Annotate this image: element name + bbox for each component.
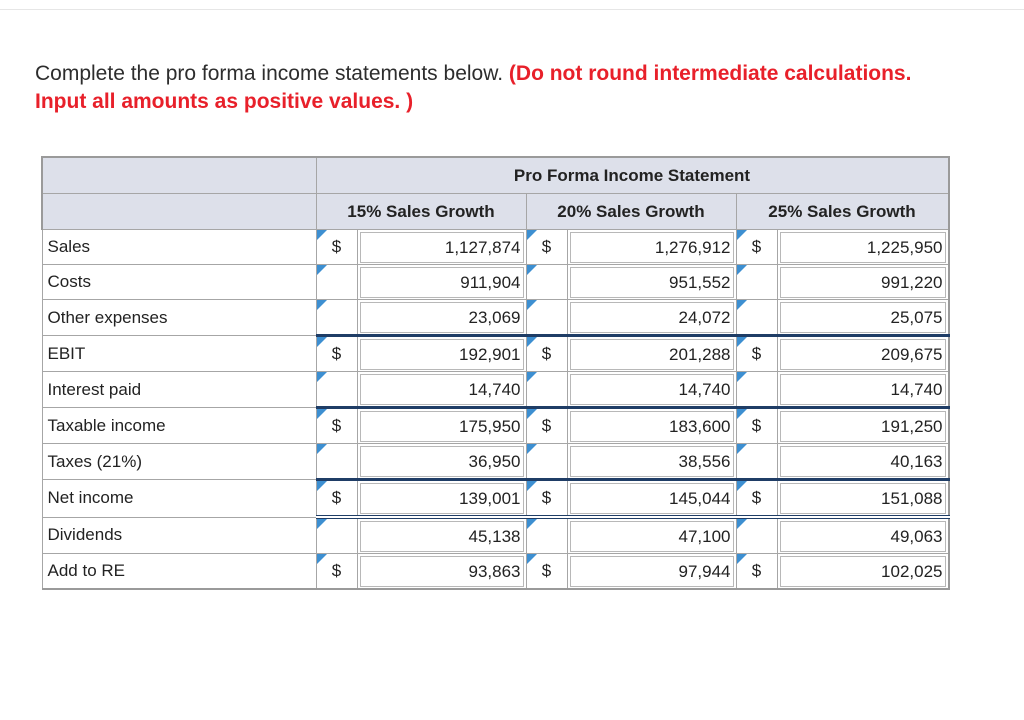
dollar-sign: $ xyxy=(331,416,342,435)
amount-cell xyxy=(777,517,949,554)
input-flag-icon xyxy=(317,372,327,382)
amount-input[interactable]: 991,220 xyxy=(780,267,946,298)
amount-cell xyxy=(777,408,949,444)
header-blank-2 xyxy=(42,194,316,230)
input-flag-icon xyxy=(527,337,537,347)
column-header-row xyxy=(42,194,949,230)
amount-cell xyxy=(777,300,949,336)
amount-input[interactable]: 1,276,912 xyxy=(570,232,734,263)
amount-cell xyxy=(567,265,736,300)
table-row xyxy=(42,372,949,408)
currency-cell xyxy=(526,517,567,554)
amount-input[interactable]: 145,044 xyxy=(570,483,734,514)
input-flag-icon xyxy=(737,444,747,454)
amount-cell xyxy=(777,480,949,518)
amount-input[interactable]: 183,600 xyxy=(570,411,734,442)
dollar-sign: $ xyxy=(751,561,762,580)
table-body xyxy=(42,230,949,590)
input-flag-icon xyxy=(317,481,327,491)
row-label: Net income xyxy=(42,480,316,518)
instructions-text: Complete the pro forma income statements below. xyxy=(35,62,504,85)
input-flag-icon xyxy=(737,554,747,564)
row-label: Taxable income xyxy=(42,408,316,444)
currency-cell xyxy=(526,230,567,265)
input-flag-icon xyxy=(317,337,327,347)
input-flag-icon xyxy=(527,481,537,491)
row-label: Interest paid xyxy=(42,372,316,408)
dollar-sign: $ xyxy=(541,237,552,256)
currency-cell xyxy=(736,554,777,590)
amount-cell xyxy=(567,230,736,265)
dollar-sign: $ xyxy=(331,344,342,363)
amount-cell xyxy=(777,444,949,480)
dollar-sign: $ xyxy=(751,488,762,507)
amount-cell xyxy=(777,554,949,590)
amount-input[interactable]: 151,088 xyxy=(780,483,946,514)
column-header-15: 15% Sales Growth xyxy=(316,194,526,230)
currency-cell xyxy=(736,444,777,480)
input-flag-icon xyxy=(737,372,747,382)
amount-input[interactable]: 192,901 xyxy=(360,339,524,370)
amount-cell xyxy=(357,265,526,300)
row-label: Sales xyxy=(42,230,316,265)
amount-input[interactable]: 49,063 xyxy=(780,521,946,552)
amount-input[interactable]: 951,552 xyxy=(570,267,734,298)
row-label: Dividends xyxy=(42,517,316,554)
currency-cell xyxy=(526,300,567,336)
currency-cell xyxy=(316,408,357,444)
input-flag-icon xyxy=(527,519,537,529)
currency-cell xyxy=(316,480,357,518)
table-row xyxy=(42,444,949,480)
input-flag-icon xyxy=(317,519,327,529)
table-row xyxy=(42,336,949,372)
currency-cell xyxy=(316,300,357,336)
input-flag-icon xyxy=(527,554,537,564)
dollar-sign: $ xyxy=(331,237,342,256)
table-row xyxy=(42,300,949,336)
currency-cell xyxy=(316,265,357,300)
amount-input[interactable]: 139,001 xyxy=(360,483,524,514)
amount-input[interactable]: 175,950 xyxy=(360,411,524,442)
input-flag-icon xyxy=(527,444,537,454)
currency-cell xyxy=(736,300,777,336)
amount-cell xyxy=(567,517,736,554)
dollar-sign: $ xyxy=(751,416,762,435)
table-row xyxy=(42,554,949,590)
instructions-warning: (Do not round intermediate calculations. Input all amounts as positive values. ) xyxy=(35,62,912,113)
amount-cell xyxy=(567,480,736,518)
amount-cell xyxy=(357,230,526,265)
currency-cell xyxy=(736,336,777,372)
amount-input[interactable]: 1,127,874 xyxy=(360,232,524,263)
amount-input[interactable]: 191,250 xyxy=(780,411,946,442)
amount-input[interactable]: 102,025 xyxy=(780,556,946,587)
row-label: Other expenses xyxy=(42,300,316,336)
amount-input[interactable]: 47,100 xyxy=(570,521,734,552)
row-label: Add to RE xyxy=(42,554,316,590)
column-header-20: 20% Sales Growth xyxy=(526,194,736,230)
amount-cell xyxy=(357,444,526,480)
amount-cell xyxy=(567,336,736,372)
amount-cell xyxy=(357,480,526,518)
input-flag-icon xyxy=(527,265,537,275)
currency-cell xyxy=(526,554,567,590)
instructions xyxy=(35,60,935,116)
input-flag-icon xyxy=(737,337,747,347)
input-flag-icon xyxy=(737,409,747,419)
amount-input[interactable]: 201,288 xyxy=(570,339,734,370)
amount-cell xyxy=(777,265,949,300)
column-header-25: 25% Sales Growth xyxy=(736,194,949,230)
amount-cell xyxy=(567,372,736,408)
input-flag-icon xyxy=(317,265,327,275)
currency-cell xyxy=(736,265,777,300)
table-row xyxy=(42,230,949,265)
currency-cell xyxy=(736,480,777,518)
amount-input[interactable]: 45,138 xyxy=(360,521,524,552)
amount-cell xyxy=(567,408,736,444)
amount-cell xyxy=(777,372,949,408)
input-flag-icon xyxy=(527,230,537,240)
dollar-sign: $ xyxy=(541,561,552,580)
amount-input[interactable]: 23,069 xyxy=(360,302,524,333)
input-flag-icon xyxy=(737,481,747,491)
dollar-sign: $ xyxy=(751,344,762,363)
amount-input[interactable]: 97,944 xyxy=(570,556,734,587)
amount-cell xyxy=(777,230,949,265)
table-row xyxy=(42,517,949,554)
header-blank xyxy=(42,157,316,194)
input-flag-icon xyxy=(737,265,747,275)
amount-cell xyxy=(357,372,526,408)
amount-cell xyxy=(357,408,526,444)
amount-input[interactable]: 24,072 xyxy=(570,302,734,333)
currency-cell xyxy=(526,336,567,372)
table-title-row xyxy=(42,157,949,194)
amount-cell xyxy=(567,554,736,590)
dollar-sign: $ xyxy=(541,488,552,507)
input-flag-icon xyxy=(317,444,327,454)
top-divider xyxy=(0,9,1024,10)
row-label: Taxes (21%) xyxy=(42,444,316,480)
table-row xyxy=(42,265,949,300)
dollar-sign: $ xyxy=(331,488,342,507)
currency-cell xyxy=(316,230,357,265)
amount-cell xyxy=(567,300,736,336)
amount-input[interactable]: 1,225,950 xyxy=(780,232,946,263)
currency-cell xyxy=(316,554,357,590)
amount-input[interactable]: 40,163 xyxy=(780,446,946,477)
amount-cell xyxy=(567,444,736,480)
dollar-sign: $ xyxy=(331,561,342,580)
dollar-sign: $ xyxy=(751,237,762,256)
amount-input[interactable]: 36,950 xyxy=(360,446,524,477)
currency-cell xyxy=(316,372,357,408)
row-label: EBIT xyxy=(42,336,316,372)
currency-cell xyxy=(526,408,567,444)
currency-cell xyxy=(316,336,357,372)
input-flag-icon xyxy=(527,300,537,310)
input-flag-icon xyxy=(737,519,747,529)
amount-input[interactable]: 93,863 xyxy=(360,556,524,587)
amount-input[interactable]: 38,556 xyxy=(570,446,734,477)
currency-cell xyxy=(316,444,357,480)
currency-cell xyxy=(526,480,567,518)
currency-cell xyxy=(526,265,567,300)
amount-input[interactable]: 14,740 xyxy=(780,374,946,405)
currency-cell xyxy=(526,444,567,480)
amount-cell xyxy=(357,554,526,590)
currency-cell xyxy=(736,517,777,554)
table-title: Pro Forma Income Statement xyxy=(316,157,949,194)
currency-cell xyxy=(526,372,567,408)
currency-cell xyxy=(736,230,777,265)
input-flag-icon xyxy=(737,230,747,240)
currency-cell xyxy=(736,372,777,408)
currency-cell xyxy=(316,517,357,554)
table-row xyxy=(42,480,949,518)
amount-input[interactable]: 209,675 xyxy=(780,339,946,370)
input-flag-icon xyxy=(737,300,747,310)
amount-input[interactable]: 14,740 xyxy=(360,374,524,405)
dollar-sign: $ xyxy=(541,344,552,363)
amount-input[interactable]: 911,904 xyxy=(360,267,524,298)
input-flag-icon xyxy=(317,409,327,419)
table-row xyxy=(42,408,949,444)
amount-input[interactable]: 14,740 xyxy=(570,374,734,405)
currency-cell xyxy=(736,408,777,444)
amount-cell xyxy=(357,300,526,336)
dollar-sign: $ xyxy=(541,416,552,435)
amount-cell xyxy=(777,336,949,372)
amount-cell xyxy=(357,336,526,372)
input-flag-icon xyxy=(527,409,537,419)
pro-forma-income-statement-table xyxy=(41,156,950,590)
amount-cell xyxy=(357,517,526,554)
input-flag-icon xyxy=(527,372,537,382)
input-flag-icon xyxy=(317,554,327,564)
amount-input[interactable]: 25,075 xyxy=(780,302,946,333)
input-flag-icon xyxy=(317,300,327,310)
input-flag-icon xyxy=(317,230,327,240)
row-label: Costs xyxy=(42,265,316,300)
